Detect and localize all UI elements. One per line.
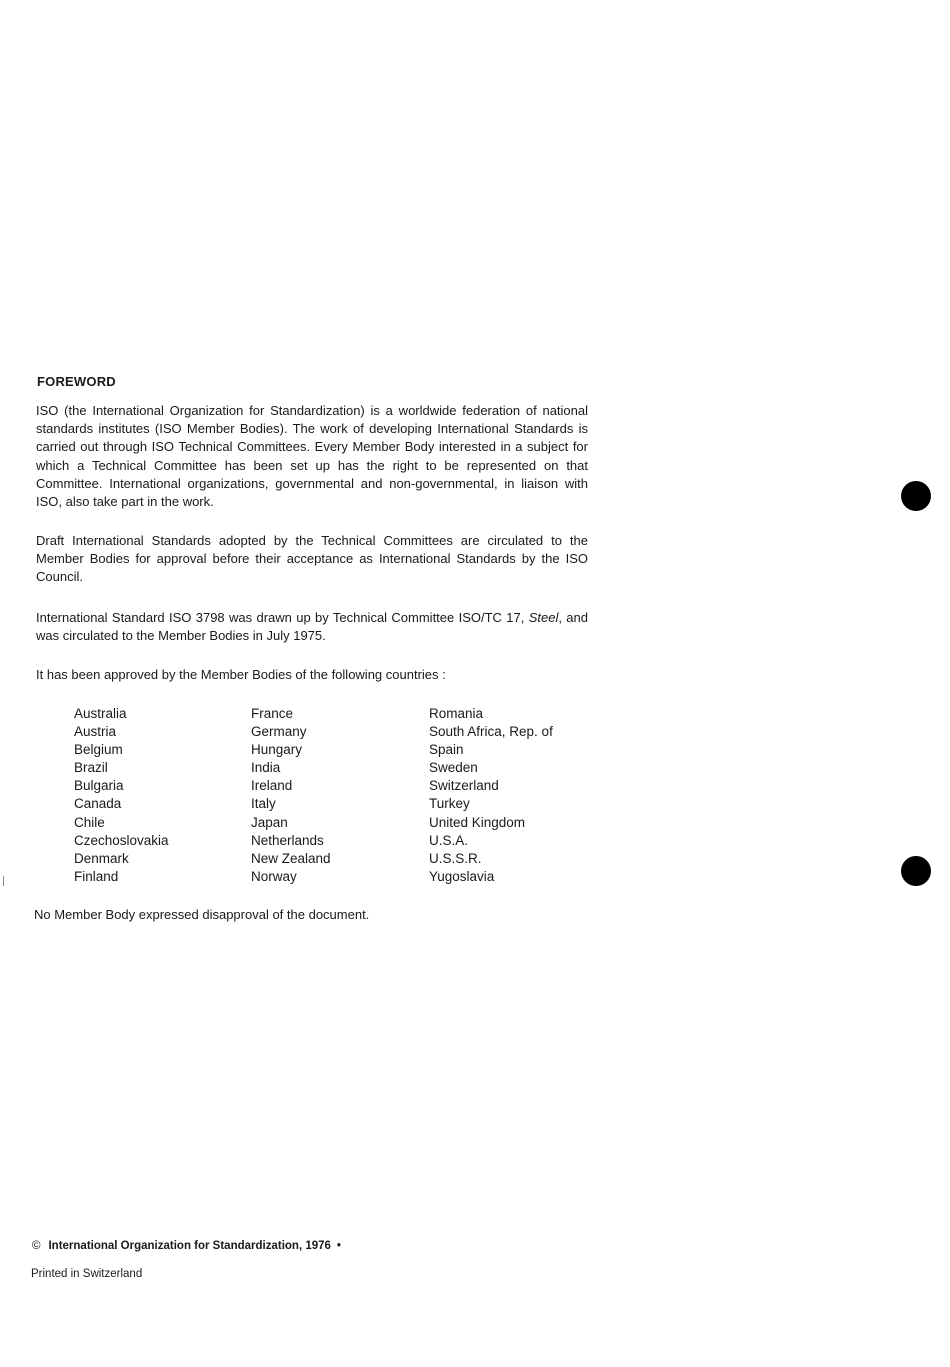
para3-italic-steel: Steel [528,610,559,625]
country-item: Netherlands [251,832,324,848]
punch-hole-icon [901,856,931,886]
country-item: Brazil [74,760,108,776]
foreword-paragraph-iso-intro: ISO (the International Organization for Standardization) is a worldwide federation of national standards institutes (ISO Member Bodies). The work of developing International Standards is carried out through ISO Technical Committees. Every Member Body interested in a subject for which a Technical Committee has been set up has the right to be represented on that Committee. International organizations, governmental and non-governmental, in liaison with ISO, also take part in the work. [36,403,588,510]
punch-hole-icon [901,481,931,511]
country-column-2 [251,705,331,886]
country-item: Japan [251,814,288,830]
foreword-paragraph-iso-3798 [36,609,588,645]
country-item: Switzerland [429,778,499,794]
country-item: Denmark [74,850,129,866]
country-item: Czechoslovakia [74,832,169,848]
country-item: Finland [74,868,119,884]
country-column-3 [429,705,553,886]
country-item: Turkey [429,796,470,812]
country-item: Spain [429,742,464,758]
foreword-paragraph-approval: It has been approved by the Member Bodies of the following countries : [36,667,446,682]
country-item: New Zealand [251,850,331,866]
foreword-heading: FOREWORD [37,374,116,389]
country-item: Sweden [429,760,478,776]
country-item: Belgium [74,742,123,758]
copyright-line [32,1240,341,1252]
country-item: Chile [74,814,105,830]
country-item: U.S.S.R. [429,850,482,866]
country-item: Hungary [251,742,303,758]
country-item: Romania [429,706,484,721]
para3-before: International Standard ISO 3798 was drawn up by Technical Committee ISO/TC 17, [36,610,529,625]
foreword-paragraph-draft-standards: Draft International Standards adopted by the Technical Committees are circulated to the Member Bodies for approval before their acceptance as International Standards by the ISO Council. [36,533,588,585]
country-item: United Kingdom [429,814,526,830]
foreword-paragraph-no-disapproval: No Member Body expressed disapproval of the document. [34,907,370,922]
country-column-1 [74,705,169,886]
copyright-text: International Organization for Standardization, 1976 [48,1240,331,1252]
country-item: South Africa, Rep. of [429,724,553,740]
printed-in-line: Printed in Switzerland [31,1268,143,1280]
scan-edge-mark [3,876,4,886]
country-item: Norway [251,868,297,884]
country-item: Italy [251,796,276,812]
country-item: U.S.A. [429,832,469,848]
country-item: Canada [74,796,122,812]
bullet-icon: • [336,1240,341,1252]
country-item: Ireland [251,778,293,794]
country-item: France [251,706,294,721]
country-item: India [251,760,281,776]
country-item: Bulgaria [74,778,124,794]
para3-after: , and was circulated to the Member Bodies in July 1975. [36,610,588,644]
country-item: Yugoslavia [429,868,495,884]
copyright-icon: © [32,1240,41,1252]
country-item: Australia [74,706,127,721]
country-item: Germany [251,724,307,740]
country-item: Austria [74,724,117,740]
